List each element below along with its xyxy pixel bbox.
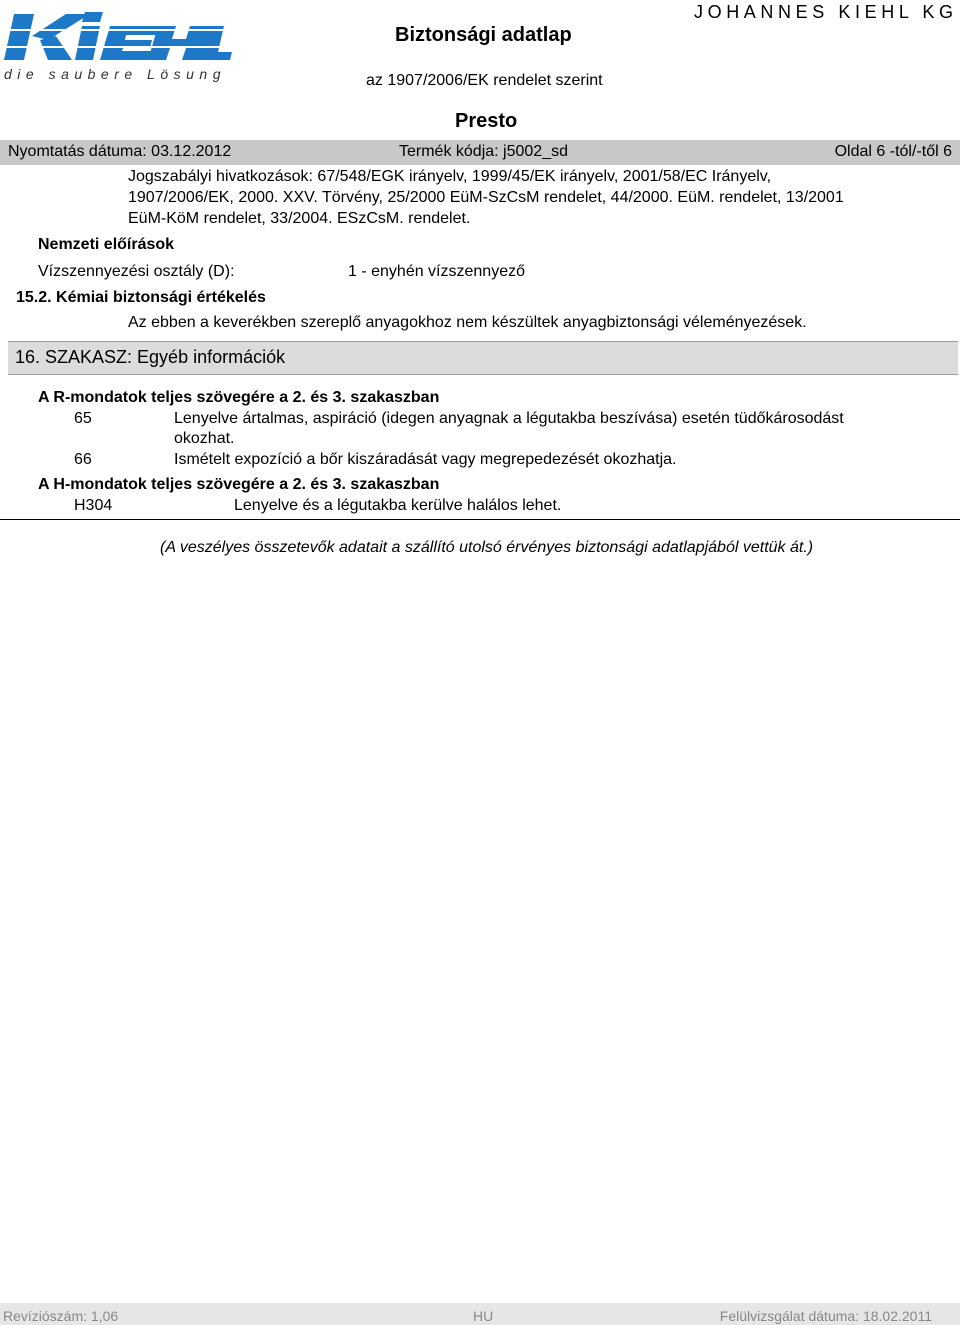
kiehl-logo-graphic — [0, 0, 232, 84]
regulation-line: az 1907/2006/EK rendelet szerint — [366, 72, 603, 89]
page-number: Oldal 6 -tól/-től 6 — [834, 143, 952, 160]
document-title: Biztonsági adatlap — [395, 24, 572, 46]
page-footer — [0, 1303, 960, 1325]
company-name: JOHANNES KIEHL KG — [694, 2, 958, 22]
disclaimer: (A veszélyes összetevők adatait a szállító utolsó érvényes biztonsági adatlapjából vettük át.) — [160, 539, 814, 556]
product-name: Presto — [455, 110, 518, 132]
h-phrases-heading: A H-mondatok teljes szövegére a 2. és 3. szakaszban — [38, 476, 440, 493]
legal-ref-line-3: EüM-KöM rendelet, 33/2004. ESzCsM. rendelet. — [128, 210, 471, 227]
r-phrase-text: Lenyelve ártalmas, aspiráció (idegen anyagnak a légutakba beszívása) esetén tüdőkárosodást — [174, 410, 844, 427]
product-code: Termék kódja: j5002_sd — [399, 143, 568, 160]
h-phrase-text: Lenyelve és a légutakba kerülve halálos lehet. — [234, 497, 562, 514]
water-class-label: Vízszennyezési osztály (D): — [38, 263, 235, 280]
legal-ref-line-1: Jogszabályi hivatkozások: 67/548/EGK irányelv, 1999/45/EK irányelv, 2001/58/EC Irányelv, — [128, 168, 772, 185]
r-phrase-text-cont: okozhat. — [174, 430, 235, 447]
chem-safety-heading: 15.2. Kémiai biztonsági értékelés — [16, 289, 266, 306]
national-heading: Nemzeti előírások — [38, 236, 175, 253]
revision-number: Revíziószám: 1,06 — [3, 1308, 119, 1324]
legal-ref-line-2: 1907/2006/EK, 2000. XXV. Törvény, 25/2000 EüM-SzCsM rendelet, 44/2000. EüM. rendelet, 13/2001 — [128, 189, 844, 206]
section-16-header — [8, 341, 958, 375]
company-logo — [0, 0, 232, 84]
info-bar — [0, 140, 960, 165]
logo-tagline: die saubere Lösung — [4, 66, 226, 82]
review-date: Felülvizsgálat dátuma: 18.02.2011 — [719, 1308, 932, 1324]
r-phrase-code: 65 — [74, 410, 92, 427]
divider — [0, 519, 960, 520]
chem-safety-text: Az ebben a keverékben szereplő anyagokhoz nem készültek anyagbiztonsági véleményezések. — [128, 314, 807, 331]
r-phrase-text: Ismételt expozíció a bőr kiszáradását vagy megrepedezését okozhatja. — [174, 451, 677, 468]
section-16-title: 16. SZAKASZ: Egyéb információk — [15, 347, 286, 367]
h-phrase-code: H304 — [74, 497, 113, 514]
r-phrases-heading: A R-mondatok teljes szövegére a 2. és 3. szakaszban — [38, 389, 440, 406]
water-class-value: 1 - enyhén vízszennyező — [348, 263, 525, 280]
language-code: HU — [473, 1308, 494, 1324]
print-date: Nyomtatás dátuma: 03.12.2012 — [8, 143, 232, 160]
r-phrase-code: 66 — [74, 451, 92, 468]
